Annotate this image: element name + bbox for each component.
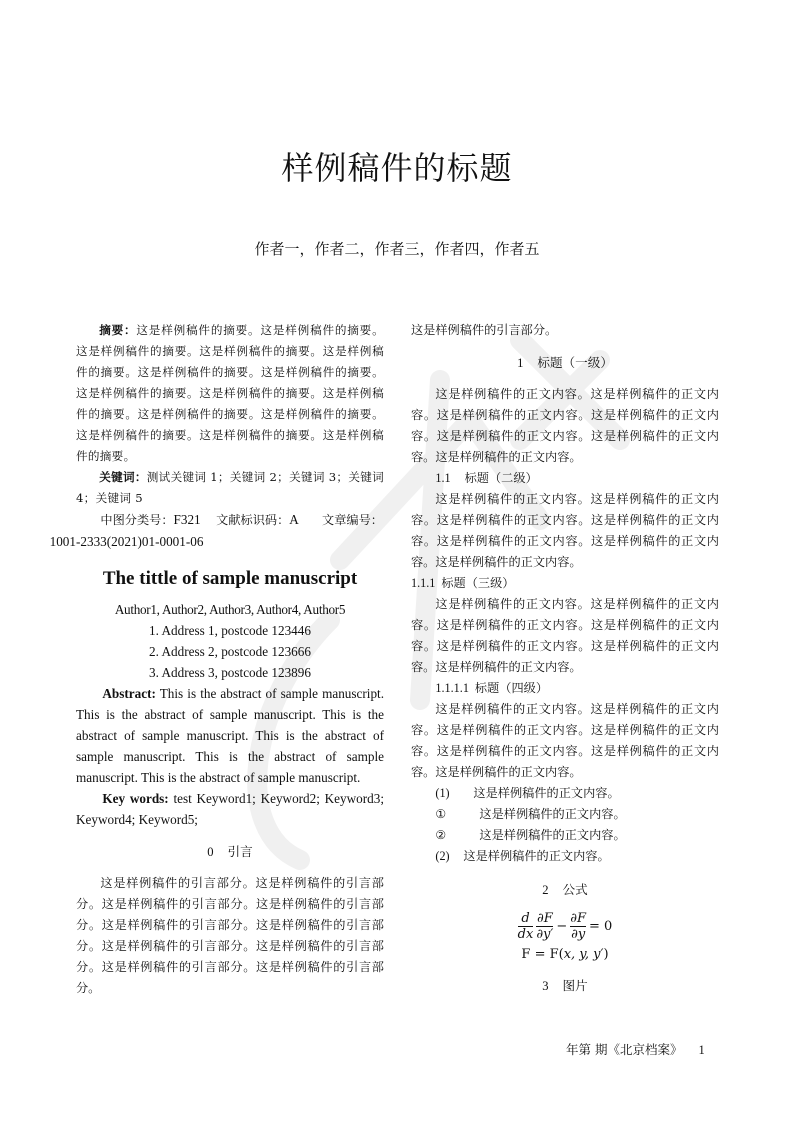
doc-code-label: 文献标识码： <box>216 513 290 527</box>
section-number: 3 <box>542 979 549 993</box>
denominator: ∂y <box>571 927 586 942</box>
section-title: 标题（三级） <box>441 576 515 590</box>
abstract-cn-text: 这是样例稿件的摘要。这是样例稿件的摘要。这是样例稿件的摘要。这是样例稿件的摘要。这是样例稿件的摘要。这是样例稿件的摘要。这是样例稿件的摘要。这是样例稿件的摘要。这是样例稿件的摘要。这是样例稿件的摘要。这是样例稿件的摘要。这是样例稿件的摘要。这是样例稿件的摘要。这是样例稿件的摘要。这是样例稿件的摘要。 <box>76 323 384 463</box>
list-text: 这是样例稿件的正文内容。 <box>473 786 620 800</box>
list-text: 这是样例稿件的正文内容。 <box>479 807 626 821</box>
list-item <box>411 846 719 867</box>
clc-value: F321 <box>173 512 201 527</box>
list-item <box>411 783 719 804</box>
section-heading-1-1-1-1 <box>411 678 719 699</box>
eq2-args: x, y, y′ <box>563 947 604 962</box>
intro-text: 这是样例稿件的引言部分。这是样例稿件的引言部分。这是样例稿件的引言部分。这是样例稿件的引言部分。这是样例稿件的引言部分。这是样例稿件的引言部分。这是样例稿件的引言部分。这是样例稿件的引言部分。这是样例稿件的引言部分。这是样例稿件的引言部分。 <box>76 876 384 995</box>
doc-code-value: A <box>289 512 299 527</box>
page-footer <box>566 1040 705 1058</box>
section-number: 2 <box>542 883 549 897</box>
classification-line <box>49 509 384 553</box>
right-column <box>411 320 719 1007</box>
list-marker: ② <box>435 828 447 842</box>
fraction-dF-dyprime <box>536 911 553 942</box>
keywords-cn <box>76 467 384 509</box>
eq2-lhs: F = F( <box>521 947 564 962</box>
clc-label: 中图分类号： <box>100 513 174 527</box>
abstract-en <box>76 683 384 788</box>
equation-euler-lagrange <box>411 911 719 942</box>
numerator: d <box>521 911 530 926</box>
keywords-en-text: test Keyword1; Keyword2; Keyword3; Keyword4; Keyword5; <box>76 791 384 827</box>
section-title: 图片 <box>562 978 588 993</box>
abstract-en-label: Abstract: <box>102 686 156 701</box>
list-marker: (2) <box>435 849 450 863</box>
denominator: dx <box>517 927 534 942</box>
section-1-1-text: 这是样例稿件的正文内容。这是样例稿件的正文内容。这是样例稿件的正文内容。这是样例稿件的正文内容。这是样例稿件的正文内容。这是样例稿件的正文内容。这是样例稿件的正文内容。 <box>411 492 719 569</box>
intro-continued: 这是样例稿件的引言部分。 <box>411 323 558 337</box>
abstract-cn <box>76 320 384 467</box>
numerator: ∂F <box>536 911 553 926</box>
section-number: 1 <box>517 356 524 370</box>
address-1: 1. Address 1, postcode 123446 <box>149 623 311 638</box>
article-no-label: 文章编号： <box>322 513 383 527</box>
keywords-en-label: Key words: <box>102 791 169 806</box>
section-title: 标题（二级） <box>464 471 538 485</box>
section-1-1-1-text: 这是样例稿件的正文内容。这是样例稿件的正文内容。这是样例稿件的正文内容。这是样例稿件的正文内容。这是样例稿件的正文内容。这是样例稿件的正文内容。这是样例稿件的正文内容。 <box>411 597 719 674</box>
left-column <box>49 320 384 999</box>
section-number: 1.1 <box>435 471 451 485</box>
address-3: 3. Address 3, postcode 123896 <box>149 665 311 680</box>
section-heading-figure <box>411 975 719 997</box>
keywords-en <box>76 788 384 830</box>
address-2: 2. Address 2, postcode 123666 <box>149 644 311 659</box>
eq2-rhs: ) <box>603 947 609 962</box>
fraction-dF-dy <box>570 911 586 942</box>
list-marker: ① <box>435 807 447 821</box>
section-number: 0 <box>207 845 214 859</box>
section-title: 标题（四级） <box>474 681 549 695</box>
section-heading-intro <box>76 841 384 863</box>
english-authors: Author1, Author2, Author3, Author4, Author5 <box>114 602 346 617</box>
section-number: 1.1.1 <box>411 576 436 590</box>
abstract-en-text: This is the abstract of sample manuscript. This is the abstract of sample manuscript. This is the abstract of sample manuscript. This is the abstract of sample manuscript. This is the abstract of sample manuscript. This is the abstract of sample manuscript. <box>76 686 384 785</box>
numerator: ∂F <box>570 911 587 926</box>
section-title: 公式 <box>562 882 588 897</box>
keywords-cn-label: 关键词： <box>99 470 147 484</box>
equation-f-definition <box>411 944 719 965</box>
list-marker: (1) <box>435 786 450 800</box>
section-heading-formula <box>411 879 719 901</box>
list-item <box>411 804 719 825</box>
paper-authors: 作者一，作者二，作者三，作者四，作者五 <box>254 240 540 258</box>
denominator: ∂y′ <box>536 927 554 942</box>
page-number: 1 <box>698 1043 705 1057</box>
list-text: 这是样例稿件的正文内容。 <box>463 849 610 863</box>
section-1-text: 这是样例稿件的正文内容。这是样例稿件的正文内容。这是样例稿件的正文内容。这是样例稿件的正文内容。这是样例稿件的正文内容。这是样例稿件的正文内容。这是样例稿件的正文内容。 <box>411 387 719 464</box>
section-heading-1-1 <box>411 468 719 489</box>
abstract-cn-label: 摘要： <box>99 323 137 337</box>
section-heading-1-1-1 <box>411 573 719 594</box>
section-title: 标题（一级） <box>537 355 613 370</box>
paper-title: 样例稿件的标题 <box>281 149 513 187</box>
fraction-d-dx <box>518 911 534 942</box>
section-1-1-1-1-text: 这是样例稿件的正文内容。这是样例稿件的正文内容。这是样例稿件的正文内容。这是样例稿件的正文内容。这是样例稿件的正文内容。这是样例稿件的正文内容。这是样例稿件的正文内容。 <box>411 702 719 779</box>
english-title: The tittle of sample manuscript <box>102 568 358 589</box>
article-no-value: 1001-2333(2021)01-0001-06 <box>49 534 204 549</box>
list-text: 这是样例稿件的正文内容。 <box>479 828 626 842</box>
section-heading-1 <box>411 352 719 374</box>
equals-zero: = 0 <box>589 919 613 934</box>
journal-name: 年第 期《北京档案》 <box>566 1042 683 1057</box>
list-item <box>411 825 719 846</box>
section-number: 1.1.1.1 <box>435 681 469 695</box>
keywords-cn-text: 测试关键词 1；关键词 2；关键词 3；关键词 4；关键词 5 <box>76 470 384 505</box>
section-title: 引言 <box>227 844 253 859</box>
minus-sign: − <box>556 919 568 934</box>
